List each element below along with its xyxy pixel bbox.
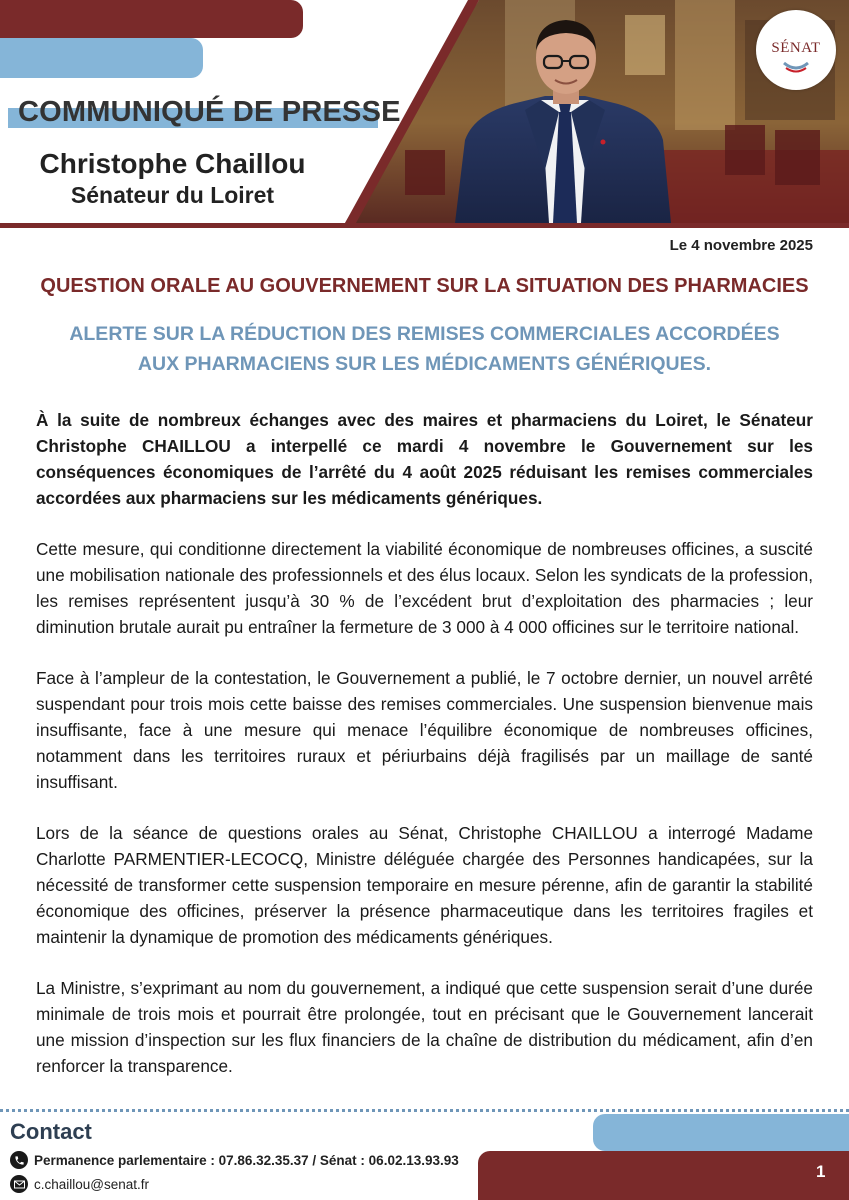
contact-phone-line	[10, 1151, 459, 1169]
header-decor-red-bar	[0, 0, 303, 38]
senator-role: Sénateur du Loiret	[70, 182, 275, 208]
body-paragraph: La Ministre, s’exprimant au nom du gouvernement, a indiqué que cette suspension serait d’une durée minimale de trois mois et pourrait être prolongée, tout en précisant que le Gouvernement lancerait une mission d’inspection sur les flux financiers de la chaîne de distribution du médicament, afin d’en renforcer la transparence.	[36, 978, 813, 1076]
contact-phone-text: Permanence parlementaire : 07.86.32.35.37 / Sénat : 06.02.13.93.93	[34, 1152, 459, 1168]
body-paragraph: Face à l’ampleur de la contestation, le Gouvernement a publié, le 7 octobre dernier, un nouvel arrêté suspendant pour trois mois cette baisse des remises commerciales. Une suspension bienvenue mais insuffisante, face à une mesure qui menace l’équilibre économique de nombreuses officines, notamment dans les territoires ruraux et périurbains déjà fragilisés par un maillage de santé insuffisant.	[36, 668, 813, 792]
main-heading: QUESTION ORALE AU GOUVERNEMENT SUR LA SITUATION DES PHARMACIES	[40, 275, 809, 297]
contact-title: Contact	[10, 1119, 92, 1144]
header-decor-blue-bar	[0, 38, 203, 78]
contact-email-link[interactable]: c.chaillou@senat.fr	[34, 1176, 150, 1192]
body-paragraph: Cette mesure, qui conditionne directement la viabilité économique de nombreuses officines, a suscité une mobilisation nationale des professionnels et des élus locaux. Selon les syndicats de la profession, les remises représentent jusqu’à 30 % de l’excédent brut d’exploitation des pharmacies ; leur diminution brutale aurait pu entraîner la fermeture de 3 000 à 4 000 officines sur le territoire national.	[36, 539, 813, 637]
footer-dotted-divider	[0, 1109, 849, 1112]
footer-decor-blue-bar	[593, 1114, 849, 1151]
page-number: 1	[816, 1162, 826, 1181]
body-paragraph-lead: À la suite de nombreux échanges avec des maires et pharmaciens du Loiret, le Sénateur Christophe CHAILLOU a interpellé ce mardi 4 novembre le Gouvernement sur les conséquences économiques de l’arrêté du 4 août 2025 réduisant les remises commerciales accordées aux pharmaciens sur les médicaments génériques.	[36, 410, 813, 508]
senat-logo-wave-icon	[782, 60, 810, 74]
senator-name: Christophe Chaillou	[39, 148, 306, 179]
body-content	[36, 407, 813, 1104]
senat-logo-text: SÉNAT	[771, 40, 821, 56]
body-paragraph: Lors de la séance de questions orales au Sénat, Christophe CHAILLOU a interrogé Madame Charlotte PARMENTIER-LECOCQ, Ministre déléguée chargée des Personnes handicapées, sur la nécessité de transformer cette suspension temporaire en mesure pérenne, afin de garantir la stabilité économique des officines, préserver la présence pharmaceutique dans les territoires fragiles et maintenir la dynamique de promotion des médicaments génériques.	[36, 823, 813, 947]
phone-icon	[10, 1151, 28, 1169]
press-release-title: COMMUNIQUÉ DE PRESSE	[18, 96, 401, 128]
contact-email-line	[10, 1175, 149, 1193]
footer-decor-red-bar	[478, 1151, 849, 1200]
sub-heading: ALERTE SUR LA RÉDUCTION DES REMISES COMMERCIALES ACCORDÉES AUX PHARMACIENS SUR LES MÉDICAMENTS GÉNÉRIQUES.	[69, 323, 780, 375]
release-date: Le 4 novembre 2025	[669, 237, 813, 254]
header-divider	[0, 223, 849, 228]
email-icon	[10, 1175, 28, 1193]
senat-logo	[756, 10, 836, 90]
